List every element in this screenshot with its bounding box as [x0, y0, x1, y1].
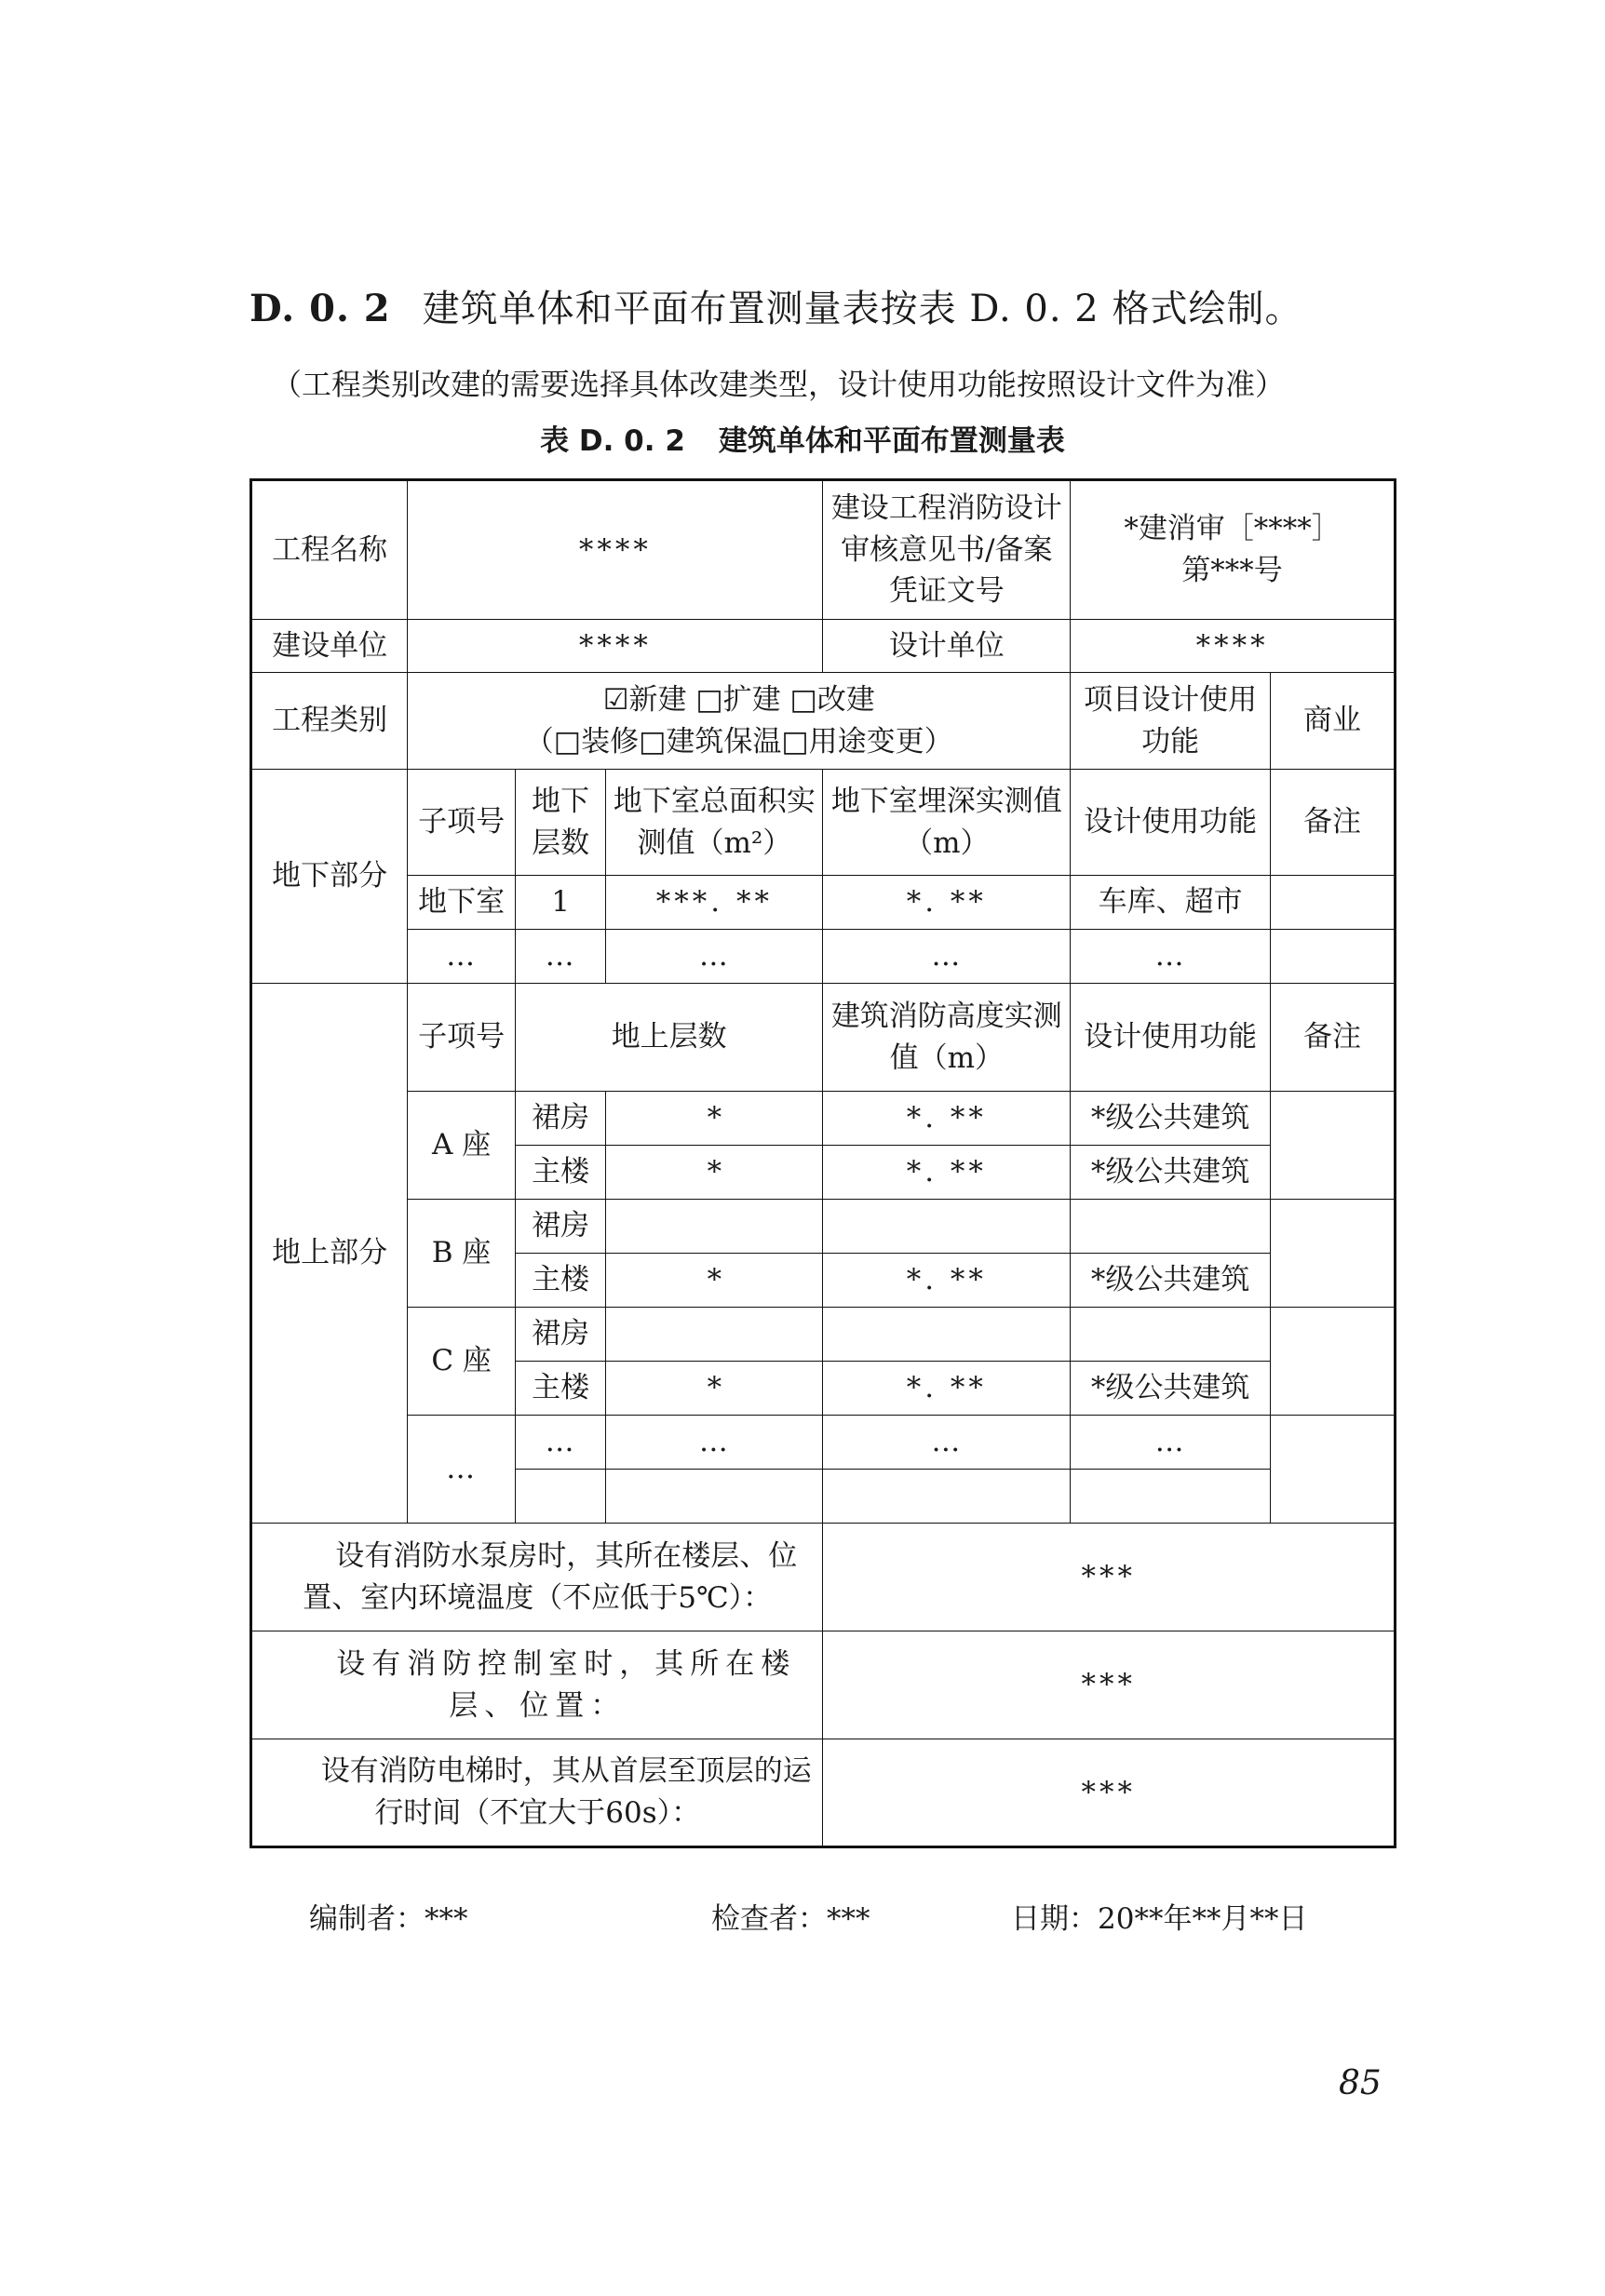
ug-remarks: [1271, 876, 1396, 930]
block-height: *. **: [823, 1362, 1071, 1416]
block-remarks: [1271, 1308, 1396, 1416]
ug-remarks: [1271, 930, 1396, 984]
project-name-value: ****: [408, 480, 823, 620]
block-height: *. **: [823, 1092, 1071, 1146]
aboveground-header-row: [251, 984, 1396, 1092]
designer-value: ****: [1071, 620, 1396, 673]
block-name: A 座: [408, 1092, 516, 1200]
block-floors: …: [606, 1416, 823, 1470]
ug-floors: …: [515, 930, 605, 984]
block-floors: [606, 1308, 823, 1362]
table-row: [251, 1200, 1396, 1254]
control-room-row: [251, 1631, 1396, 1739]
ag-header-floors: 地上层数: [515, 984, 823, 1092]
ug-depth: *. **: [823, 876, 1071, 930]
block-part: [515, 1470, 605, 1524]
builder-label: 建设单位: [251, 620, 408, 673]
units-row: [251, 620, 1396, 673]
block-part: 裙房: [515, 1200, 605, 1254]
project-name-row: [251, 480, 1396, 620]
elevator-row: [251, 1739, 1396, 1847]
block-function: *级公共建筑: [1071, 1146, 1271, 1200]
block-height: [823, 1308, 1071, 1362]
block-function: *级公共建筑: [1071, 1362, 1271, 1416]
control-room-question: 设有消防控制室时，其所在楼层、位置：: [251, 1631, 823, 1739]
approval-doc-serial: 第***号: [1181, 554, 1283, 587]
block-function: [1071, 1200, 1271, 1254]
project-function-value: 商业: [1271, 673, 1396, 770]
ug-sub-no: 地下室: [408, 876, 516, 930]
section-heading-text: 建筑单体和平面布置测量表按表 D. 0. 2 格式绘制。: [422, 288, 1303, 330]
ug-header-area: 地下室总面积实测值（m²）: [606, 770, 823, 876]
table-row: [251, 876, 1396, 930]
pump-room-question: 设有消防水泵房时，其所在楼层、位置、室内环境温度（不应低于5℃）：: [251, 1524, 823, 1631]
block-function: …: [1071, 1416, 1271, 1470]
block-function: [1071, 1470, 1271, 1524]
table-row: [251, 930, 1396, 984]
category-options: [408, 673, 1071, 770]
block-function: *级公共建筑: [1071, 1254, 1271, 1308]
pump-room-answer: ***: [823, 1524, 1396, 1631]
ag-header-function: 设计使用功能: [1071, 984, 1271, 1092]
project-function-label: 项目设计使用功能: [1071, 673, 1271, 770]
table-caption-title: 建筑单体和平面布置测量表: [718, 424, 1065, 458]
block-height: [823, 1470, 1071, 1524]
ug-header-sub-no: 子项号: [408, 770, 516, 876]
ug-function: …: [1071, 930, 1271, 984]
ug-area: ***. **: [606, 876, 823, 930]
ug-header-depth: 地下室埋深实测值（m）: [823, 770, 1071, 876]
approval-doc-number: *建消审［****］: [1124, 512, 1341, 546]
ag-header-remarks: 备注: [1271, 984, 1396, 1092]
approval-doc-value: [1071, 480, 1396, 620]
designer-label: 设计单位: [823, 620, 1071, 673]
block-remarks: [1271, 1416, 1396, 1524]
builder-value: ****: [408, 620, 823, 673]
compiler-field: 编制者：***: [309, 1902, 468, 1936]
section-heading: [250, 279, 1302, 332]
ug-header-function: 设计使用功能: [1071, 770, 1271, 876]
section-number: D. 0. 2: [250, 287, 391, 330]
elevator-question: 设有消防电梯时，其从首层至顶层的运行时间（不宜大于60s）：: [251, 1739, 823, 1847]
ug-depth: …: [823, 930, 1071, 984]
ug-header-remarks: 备注: [1271, 770, 1396, 876]
block-height: *. **: [823, 1146, 1071, 1200]
block-floors: *: [606, 1146, 823, 1200]
block-function: [1071, 1308, 1271, 1362]
instruction-note: （工程类别改建的需要选择具体改建类型，设计使用功能按照设计文件为准）: [272, 367, 1286, 402]
ug-floors: 1: [515, 876, 605, 930]
block-part: 裙房: [515, 1308, 605, 1362]
block-part: …: [515, 1416, 605, 1470]
checker-field: 检查者：***: [711, 1902, 870, 1936]
block-function: *级公共建筑: [1071, 1092, 1271, 1146]
table-row: [251, 1308, 1396, 1362]
block-floors: *: [606, 1254, 823, 1308]
block-part: 主楼: [515, 1146, 605, 1200]
category-options-main: ☑新建 □扩建 □改建: [602, 682, 875, 717]
ug-sub-no: …: [408, 930, 516, 984]
underground-header-row: [251, 770, 1396, 876]
category-label: 工程类别: [251, 673, 408, 770]
block-name: …: [408, 1416, 516, 1524]
date-field: 日期：20**年**月**日: [1011, 1902, 1308, 1936]
survey-table: [250, 478, 1396, 1848]
elevator-answer: ***: [823, 1739, 1396, 1847]
ag-header-height: 建筑消防高度实测值（m）: [823, 984, 1071, 1092]
block-name: C 座: [408, 1308, 516, 1416]
ug-area: …: [606, 930, 823, 984]
block-part: 主楼: [515, 1254, 605, 1308]
pump-room-row: [251, 1524, 1396, 1631]
approval-doc-label: 建设工程消防设计审核意见书/备案凭证文号: [823, 480, 1071, 620]
category-row: [251, 673, 1396, 770]
block-height: *. **: [823, 1254, 1071, 1308]
block-floors: *: [606, 1092, 823, 1146]
block-part: 主楼: [515, 1362, 605, 1416]
table-caption-number: 表 D. 0. 2: [540, 424, 685, 458]
ug-header-floors: 地下层数: [515, 770, 605, 876]
underground-section-label: 地下部分: [251, 770, 408, 984]
block-part: 裙房: [515, 1092, 605, 1146]
page-number: 85: [1339, 2064, 1382, 2102]
block-floors: [606, 1470, 823, 1524]
block-floors: *: [606, 1362, 823, 1416]
control-room-answer: ***: [823, 1631, 1396, 1739]
table-row: [251, 1092, 1396, 1146]
aboveground-section-label: 地上部分: [251, 984, 408, 1524]
table-caption: [0, 417, 1605, 459]
ug-function: 车库、超市: [1071, 876, 1271, 930]
block-floors: [606, 1200, 823, 1254]
block-name: B 座: [408, 1200, 516, 1308]
ag-header-sub-no: 子项号: [408, 984, 516, 1092]
table-row: [251, 1416, 1396, 1470]
block-remarks: [1271, 1092, 1396, 1200]
block-height: [823, 1200, 1071, 1254]
block-remarks: [1271, 1200, 1396, 1308]
project-name-label: 工程名称: [251, 480, 408, 620]
category-options-renovation: （□装修□建筑保温□用途变更）: [524, 724, 953, 759]
block-height: …: [823, 1416, 1071, 1470]
